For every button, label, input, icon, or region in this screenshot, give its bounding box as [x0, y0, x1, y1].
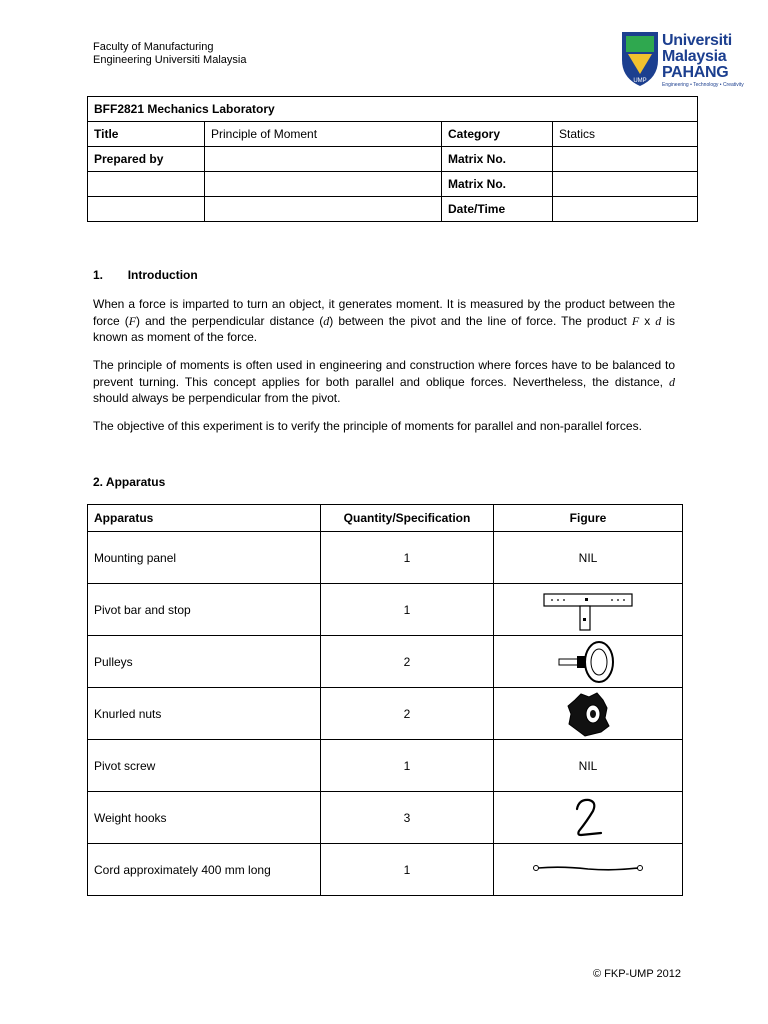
p1-symbol-f: F — [128, 313, 137, 328]
p1-symbol-d2: d — [655, 313, 662, 328]
intro-paragraph-2 — [93, 357, 675, 407]
apparatus-figure-text: NIL — [494, 740, 683, 792]
prepared-by-value-2[interactable] — [205, 172, 442, 197]
datetime-label: Date/Time — [442, 197, 553, 222]
col-quantity: Quantity/Specification — [321, 505, 494, 532]
faculty-line-1: Faculty of Manufacturing — [93, 41, 214, 53]
apparatus-name: Mounting panel — [88, 532, 321, 584]
logo-line-3: PAHANG — [662, 64, 729, 81]
ump-shield-icon — [620, 30, 660, 88]
blank-cell-1 — [88, 172, 205, 197]
category-value: Statics — [553, 122, 698, 147]
p1-text-e: is known as moment of the force. — [93, 313, 675, 344]
intro-paragraph-3: The objective of this experiment is to verify the principle of moments for parallel and non-parallel forces. — [93, 419, 642, 433]
apparatus-name: Pulleys — [88, 636, 321, 688]
faculty-line-2: Engineering Universiti Malaysia — [93, 54, 247, 66]
category-label: Category — [442, 122, 553, 147]
p1-text-x: x — [639, 313, 656, 328]
apparatus-figure — [494, 792, 683, 844]
apparatus-name: Cord approximately 400 mm long — [88, 844, 321, 896]
table-row — [88, 636, 683, 688]
apparatus-figure-text: NIL — [494, 532, 683, 584]
apparatus-table — [87, 504, 683, 896]
apparatus-header-row — [88, 505, 683, 532]
apparatus-qty: 3 — [321, 792, 494, 844]
apparatus-figure — [494, 636, 683, 688]
logo-tagline: Engineering • Technology • Creativity — [662, 82, 744, 88]
faculty-heading — [93, 41, 246, 67]
p1-symbol-d: d — [323, 313, 330, 328]
p1-symbol-f2: F — [631, 313, 640, 328]
apparatus-name: Knurled nuts — [88, 688, 321, 740]
intro-paragraph-1 — [93, 296, 675, 346]
matrix-value-1[interactable] — [553, 147, 698, 172]
weight-hook-icon — [571, 797, 605, 839]
apparatus-qty: 1 — [321, 584, 494, 636]
datetime-value[interactable] — [553, 197, 698, 222]
apparatus-qty: 1 — [321, 844, 494, 896]
table-row — [88, 584, 683, 636]
apparatus-figure — [494, 584, 683, 636]
apparatus-qty: 2 — [321, 636, 494, 688]
col-apparatus: Apparatus — [88, 505, 321, 532]
apparatus-figure — [494, 844, 683, 896]
apparatus-name: Pivot screw — [88, 740, 321, 792]
p1-text-a: When a force is imparted to turn an object, it generates moment. It is measured by the product between the force ( — [93, 297, 675, 328]
prepared-by-value[interactable] — [205, 147, 442, 172]
introduction-number: 1. — [93, 268, 104, 282]
apparatus-figure — [494, 688, 683, 740]
introduction-title: Introduction — [127, 268, 198, 282]
table-row — [88, 844, 683, 896]
p1-text-b: ) and the perpendicular distance ( — [136, 313, 324, 328]
apparatus-name: Pivot bar and stop — [88, 584, 321, 636]
p2-symbol-d: d — [669, 374, 675, 389]
p2-text-a: The principle of moments is often used in engineering and construction where forces have to be balanced to prevent turning. This concept applies for both parallel and oblique forces. Nevertheless, the distance, — [93, 358, 675, 389]
course-title: BFF2821 Mechanics Laboratory — [88, 97, 698, 122]
matrix-value-2[interactable] — [553, 172, 698, 197]
shield-text: UMP — [633, 78, 647, 84]
table-row — [88, 532, 683, 584]
cord-icon — [532, 860, 644, 880]
knurled-nut-icon — [565, 690, 611, 738]
logo-line-2: Malaysia — [662, 48, 727, 65]
apparatus-name: Weight hooks — [88, 792, 321, 844]
table-row — [88, 688, 683, 740]
title-label: Title — [88, 122, 205, 147]
prepared-by-label: Prepared by — [88, 147, 205, 172]
apparatus-qty: 1 — [321, 532, 494, 584]
introduction-heading — [93, 268, 198, 282]
university-logo — [620, 30, 744, 90]
table-row — [88, 792, 683, 844]
info-table — [87, 96, 698, 222]
matrix-label-1: Matrix No. — [442, 147, 553, 172]
pulley-icon — [557, 640, 619, 684]
title-value: Principle of Moment — [205, 122, 442, 147]
pivot-bar-icon — [542, 588, 634, 632]
p1-text-c: ) between the pivot and the line of force. The product — [329, 313, 632, 328]
blank-cell-2 — [88, 197, 205, 222]
p2-text-b: should always be perpendicular from the pivot. — [93, 391, 341, 405]
apparatus-qty: 1 — [321, 740, 494, 792]
blank-cell-3 — [205, 197, 442, 222]
table-row — [88, 740, 683, 792]
logo-line-1: Universiti — [662, 32, 732, 49]
copyright-footer: © FKP-UMP 2012 — [593, 968, 681, 980]
col-figure: Figure — [494, 505, 683, 532]
matrix-label-2: Matrix No. — [442, 172, 553, 197]
apparatus-qty: 2 — [321, 688, 494, 740]
apparatus-heading: 2. Apparatus — [93, 475, 166, 489]
